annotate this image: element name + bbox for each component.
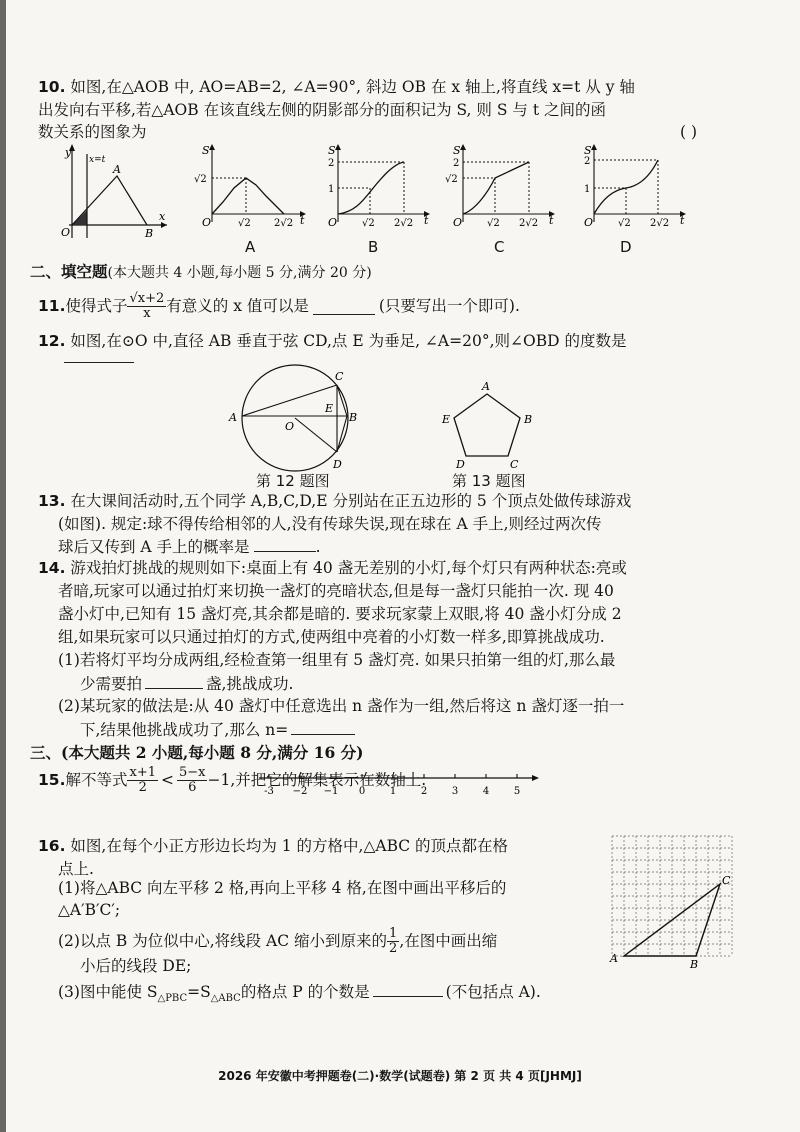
tick-r2-x: √2 — [362, 218, 375, 229]
q14-part1-line2 — [80, 672, 293, 695]
fig12-circle-diagram — [225, 364, 360, 476]
q16-grid-figure[interactable] — [600, 830, 748, 970]
q14-part1-line1: (1)若将灯平均分成两组,经检查第一组里有 5 盏灯亮. 如果只拍第一组的灯,那么最 — [58, 651, 616, 669]
q16-part3-tail: (不包括点 A). — [445, 983, 541, 1001]
line-od — [295, 418, 337, 452]
tick-2r2: 2√2 — [274, 218, 294, 229]
origin-label: O — [202, 216, 212, 229]
q15-pre: 解不等式 — [65, 771, 128, 789]
q16-part3-post: 的格点 P 的个数是 — [240, 983, 370, 1001]
q16-text2: 点上. — [58, 860, 94, 878]
section-2-note: (本大题共 4 小题,每小题 5 分,满分 20 分) — [107, 265, 372, 281]
number-line-tick-label: −1 — [323, 786, 339, 797]
tick-r2: √2 — [194, 174, 207, 185]
q14-line1 — [38, 557, 627, 579]
vertex-e: E — [442, 413, 451, 426]
option-b-label: B — [368, 238, 379, 256]
t-axis-label: t — [549, 214, 554, 227]
q16-part2-line2: 小后的线段 DE; — [80, 957, 192, 975]
number-line-tick-label: 2 — [420, 786, 428, 797]
q15-fraction-left — [127, 766, 158, 795]
t-axis-label: t — [424, 214, 429, 227]
origin-label: O — [584, 216, 594, 229]
number-line-tick-label: 1 — [389, 786, 397, 797]
q13-text1: 在大课间活动时,五个同学 A,B,C,D,E 分别站在正五边形的 5 个顶点处做传球游戏 — [70, 492, 632, 510]
xt-label: x=t — [89, 155, 106, 165]
q14-number: 14. — [38, 559, 66, 577]
fig13-caption: 第 13 题图 — [452, 472, 526, 490]
fig12-caption: 第 12 题图 — [256, 472, 330, 490]
point-b: B — [349, 411, 358, 424]
origin-label: O — [61, 226, 71, 239]
q14-part2-line2 — [80, 718, 355, 741]
vertex-d: D — [456, 458, 465, 471]
number-line-arrow — [532, 775, 539, 781]
s-axis-label: S — [453, 144, 461, 157]
scan-edge — [0, 0, 6, 1132]
q10-line1 — [38, 76, 635, 98]
q14-text2: 者暗,玩家可以通过拍灯来切换一盏灯的亮暗状态,但是每一盏灯只能拍一次. 现 40 — [58, 582, 614, 600]
q15-f1-bot: 2 — [138, 779, 147, 795]
option-a-label: A — [245, 238, 256, 256]
q16-part3-sub2: △ABC — [210, 993, 241, 1005]
curve-a — [212, 178, 284, 214]
tick-2r2: 2√2 — [650, 218, 670, 229]
t-axis-label: t — [300, 214, 305, 227]
point-e: E — [325, 402, 334, 415]
q10-answer-paren: ( ) — [680, 123, 698, 141]
q16-number: 16. — [38, 837, 66, 855]
number-line-tick-label: −2 — [292, 786, 308, 797]
section-2-title: 二、填空题 — [30, 262, 108, 281]
q10-number: 10. — [38, 78, 66, 96]
tick-r2-x: √2 — [618, 218, 631, 229]
q14-part2-line1: (2)某玩家的做法是:从 40 盏灯中任意选出 n 盏作为一组,然后将这 n 盏灯逐一拍一 — [58, 697, 625, 715]
q13-number: 13. — [38, 492, 66, 510]
vertex-c: C — [510, 458, 519, 471]
q12-text: 如图,在⊙O 中,直径 AB 垂直于弦 CD,点 E 为垂足, ∠A=20°,则∠OBD 的度数是 — [70, 332, 627, 350]
tick-2: 2 — [328, 158, 335, 169]
point-o: O — [285, 420, 295, 433]
q16-part3 — [58, 980, 541, 1010]
q11-number: 11. — [38, 297, 66, 315]
fig13-pentagon-diagram — [440, 380, 550, 471]
line-ac — [242, 385, 337, 416]
q14-text3: 盏小灯中,已知有 15 盏灯亮,其余都是暗的. 要求玩家蒙上双眼,将 40 盏小灯分成 2 — [58, 605, 622, 623]
q12-number: 12. — [38, 332, 66, 350]
q16-part2-line1 — [58, 925, 497, 957]
q14-text4: 组,如果玩家可以只通过拍灯的方式,使两组中亮着的小灯数一样多,即算挑战成功. — [58, 628, 605, 646]
q16-part3-mid: =S — [187, 983, 211, 1001]
point-a: A — [229, 411, 237, 424]
q15-lt: < — [160, 771, 174, 789]
graph-option-a — [194, 140, 310, 232]
graph-option-c — [447, 140, 559, 232]
origin-label: O — [328, 216, 338, 229]
tick-r2-x: √2 — [238, 218, 251, 229]
q14-part1-post: 盏,挑战成功. — [206, 675, 294, 693]
s-axis-label: S — [328, 144, 336, 157]
q11-fraction — [127, 292, 166, 321]
q14-part2-answer-blank[interactable] — [291, 718, 355, 735]
tick-2r2: 2√2 — [394, 218, 414, 229]
number-line-tick-label: 0 — [358, 786, 366, 797]
q10-text1: 如图,在△AOB 中, AO=AB=2, ∠A=90°, 斜边 OB 在 x 轴上,将直线 x=t 从 y 轴 — [70, 78, 635, 96]
q16-part3-answer-blank[interactable] — [373, 980, 443, 997]
point-a-label: A — [113, 163, 121, 176]
q16-part2-pre: (2)以点 B 为位似中心,将线段 AC 缩小到原来的 — [58, 932, 388, 950]
point-c: C — [335, 370, 344, 383]
q13-line3: 球后又传到 A 手上的概率是 . — [58, 535, 321, 558]
number-line-tick-label: -3 — [264, 786, 274, 797]
q14-text1: 游戏拍灯挑战的规则如下:桌面上有 40 盏无差别的小灯,每个灯只有两种状态:亮或 — [70, 559, 627, 577]
q16-part2-post: ,在图中画出缩 — [399, 932, 498, 950]
page-footer: 2026 年安徽中考押题卷(二)·数学(试题卷) 第 2 页 共 4 页[JHMJ] — [218, 1069, 582, 1083]
tick-1: 1 — [584, 184, 591, 195]
q15-f2-top: 5−x — [178, 764, 206, 780]
q15-number: 15. — [38, 771, 66, 789]
q16-part3-pre: (3)图中能使 S — [58, 983, 158, 1001]
q13-text2: (如图). 规定:球不得传给相邻的人,没有传球失误,现在球在 A 手上,则经过两次传 — [58, 515, 602, 533]
option-c-label: C — [494, 238, 505, 256]
q15-f1-top: x+1 — [129, 764, 156, 780]
curve-c — [463, 162, 529, 214]
tick-2: 2 — [584, 156, 591, 167]
q16-part1-line1: (1)将△ABC 向左平移 2 格,再向上平移 4 格,在图中画出平移后的 — [58, 879, 507, 897]
x-label: x — [159, 210, 166, 223]
q11-post: 有意义的 x 值可以是 — [166, 297, 309, 315]
q16-line1 — [38, 835, 508, 857]
pentagon — [454, 394, 520, 456]
q11 — [38, 288, 520, 324]
vertex-a: A — [482, 380, 490, 393]
q12-answer-blank[interactable] — [64, 348, 134, 363]
tick-2r2: 2√2 — [519, 218, 539, 229]
q13-answer-blank[interactable] — [254, 535, 316, 552]
vertex-c: C — [722, 874, 731, 887]
q13-line1 — [38, 490, 631, 512]
graph-option-b — [322, 140, 434, 232]
q16-text1: 如图,在每个小正方形边长均为 1 的方格中,△ABC 的顶点都在格 — [70, 837, 509, 855]
q16-half-fraction — [387, 927, 399, 956]
tick-r2: √2 — [445, 174, 458, 185]
q16-frac-bot: 2 — [389, 940, 398, 956]
q16-part1-line2: △A′B′C′; — [58, 901, 121, 919]
q11-frac-bot: x — [143, 305, 151, 321]
t-axis-label: t — [680, 214, 685, 227]
tick-2: 2 — [453, 158, 460, 169]
number-line-tick-label: 5 — [513, 786, 521, 797]
q11-answer-blank[interactable] — [313, 298, 375, 315]
point-b-label: B — [145, 227, 154, 240]
q13-text3: 球后又传到 A 手上的概率是 — [58, 538, 250, 556]
s-axis-label: S — [202, 144, 210, 157]
q10-text3: 数关系的图象为 — [38, 123, 147, 141]
q14-part1-pre: 少需要拍 — [80, 675, 143, 693]
q15-f2-bot: 6 — [188, 779, 197, 795]
vertex-a: A — [610, 952, 618, 965]
origin-label: O — [453, 216, 463, 229]
point-d: D — [333, 458, 342, 471]
q14-part2-text: 下,结果他挑战成功了,那么 n= — [80, 721, 289, 739]
vertex-b: B — [690, 958, 699, 971]
s-axis-label: S — [584, 144, 592, 157]
q16-frac-top: 1 — [389, 925, 398, 941]
number-line-tick-label: 4 — [482, 786, 490, 797]
section-3-heading: 三、(本大题共 2 小题,每小题 8 分,满分 16 分) — [30, 743, 364, 762]
q15-fraction-right — [177, 766, 208, 795]
tick-r2-x: √2 — [487, 218, 500, 229]
q11-frac-top: √x+2 — [129, 290, 165, 306]
q11-tail: (只要写出一个即可). — [378, 297, 520, 315]
tick-1: 1 — [328, 184, 335, 195]
q14-part1-answer-blank[interactable] — [145, 672, 203, 689]
q11-pre: 使得式子 — [65, 297, 128, 315]
vertex-b: B — [524, 413, 533, 426]
number-line-tick-label: 3 — [451, 786, 459, 797]
q15-post: −1,并把它的解集表示在数轴上. — [207, 771, 427, 789]
q16-part3-sub1: △PBC — [157, 993, 188, 1005]
number-line[interactable] — [255, 770, 545, 810]
section-2-heading — [30, 260, 372, 282]
q10-triangle-figure — [55, 140, 175, 240]
y-label: y — [65, 146, 72, 159]
graph-option-d — [578, 140, 690, 232]
option-d-label: D — [620, 238, 632, 256]
q10-text2: 出发向右平移,若△AOB 在该直线左侧的阴影部分的面积记为 S, 则 S 与 t 之间的函 — [38, 101, 606, 119]
